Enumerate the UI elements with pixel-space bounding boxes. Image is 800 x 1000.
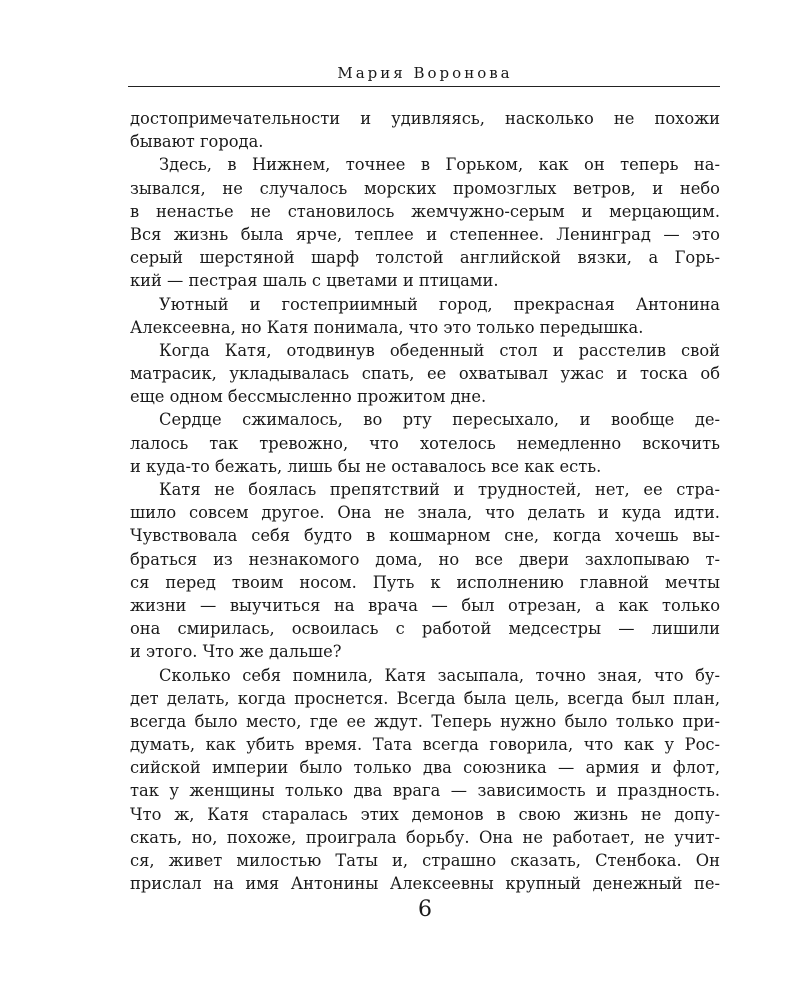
paragraph (130, 153, 720, 292)
text-line: матрасик, укладывалась спать, ее охватывал ужас и тоска об (130, 364, 720, 384)
text-line: Когда Катя, отодвинув обеденный стол и расстелив свой (159, 340, 720, 360)
text-line: зывался, не случалось морских промозглых ветров, и небо (130, 178, 720, 198)
text-line: браться из незнакомого дома, но все двери захлопываю т- (130, 549, 720, 569)
text-line: Катя не боялась препятствий и трудностей, нет, ее стра- (159, 480, 720, 499)
text-line: Здесь, в Нижнем, точнее в Горьком, как он теперь на- (159, 155, 720, 175)
text-line: в ненастье не становилось жемчужно-серым и мерцающим. (130, 201, 720, 221)
text-line: Алексеевна, но Катя понимала, что это только передышка. (130, 317, 644, 337)
body-text (130, 107, 720, 895)
text-line: думать, как убить время. Тата всегда говорила, что как у Рос- (130, 735, 720, 755)
text-line: еще одном бессмысленно прожитом дне. (130, 387, 487, 407)
paragraph (130, 664, 720, 896)
text-line: скать, но, похоже, проиграла борьбу. Она не работает, не учит- (130, 827, 720, 847)
text-line: и этого. Что же дальше? (130, 642, 342, 662)
header-rule (128, 86, 720, 87)
text-line: Сердце сжималось, во рту пересыхало, и вообще де- (159, 410, 720, 430)
text-line: ся, живет милостью Таты и, страшно сказать, Стенбока. Он (130, 851, 720, 870)
text-line: всегда было место, где ее ждут. Теперь нужно было только при- (130, 711, 720, 731)
text-line: дет делать, когда проснется. Всегда была цель, всегда был план, (130, 688, 720, 708)
text-line: достопримечательности и удивляясь, насколько не похожи (130, 109, 720, 128)
text-line: прислал на имя Антонины Алексеевны крупный денежный пе- (130, 874, 720, 894)
text-line: Чувствовала себя будто в кошмарном сне, когда хочешь вы- (130, 526, 720, 546)
text-line: и куда-то бежать, лишь бы не оставалось все как есть. (130, 456, 602, 476)
text-line: Уютный и гостеприимный город, прекрасная Антонина (159, 294, 720, 314)
text-line: сийской империи было только два союзника — армия и флот, (130, 758, 720, 778)
text-line: Что ж, Катя старалась этих демонов в свою жизнь не допу- (130, 804, 720, 824)
text-line: она смирилась, освоилась с работой медсестры — лишили (130, 619, 720, 639)
text-line: шило совсем другое. Она не знала, что делать и куда идти. (130, 503, 720, 523)
running-head-author: Мария Воронова (337, 64, 513, 82)
text-line: кий — пестрая шаль с цветами и птицами. (130, 271, 499, 291)
paragraph (130, 107, 720, 153)
text-line: лалось так тревожно, что хотелось немедленно вскочить (130, 433, 720, 453)
paragraph (130, 293, 720, 339)
text-line: Сколько себя помнила, Катя засыпала, точно зная, что бу- (159, 665, 720, 685)
paragraph (130, 478, 720, 664)
paragraph (130, 408, 720, 478)
text-line: бывают города. (130, 132, 264, 152)
text-line: Вся жизнь была ярче, теплее и степеннее. Ленинград — это (130, 224, 720, 244)
text-line: жизни — выучиться на врача — был отрезан, а как только (130, 595, 720, 615)
text-line: серый шерстяной шарф толстой английской вязки, а Горь- (130, 248, 720, 268)
page-number: 6 (418, 897, 432, 922)
text-line: так у женщины только два врага — зависимость и праздность. (130, 781, 720, 801)
text-line: ся перед твоим носом. Путь к исполнению главной мечты (130, 572, 720, 592)
paragraph (130, 339, 720, 409)
